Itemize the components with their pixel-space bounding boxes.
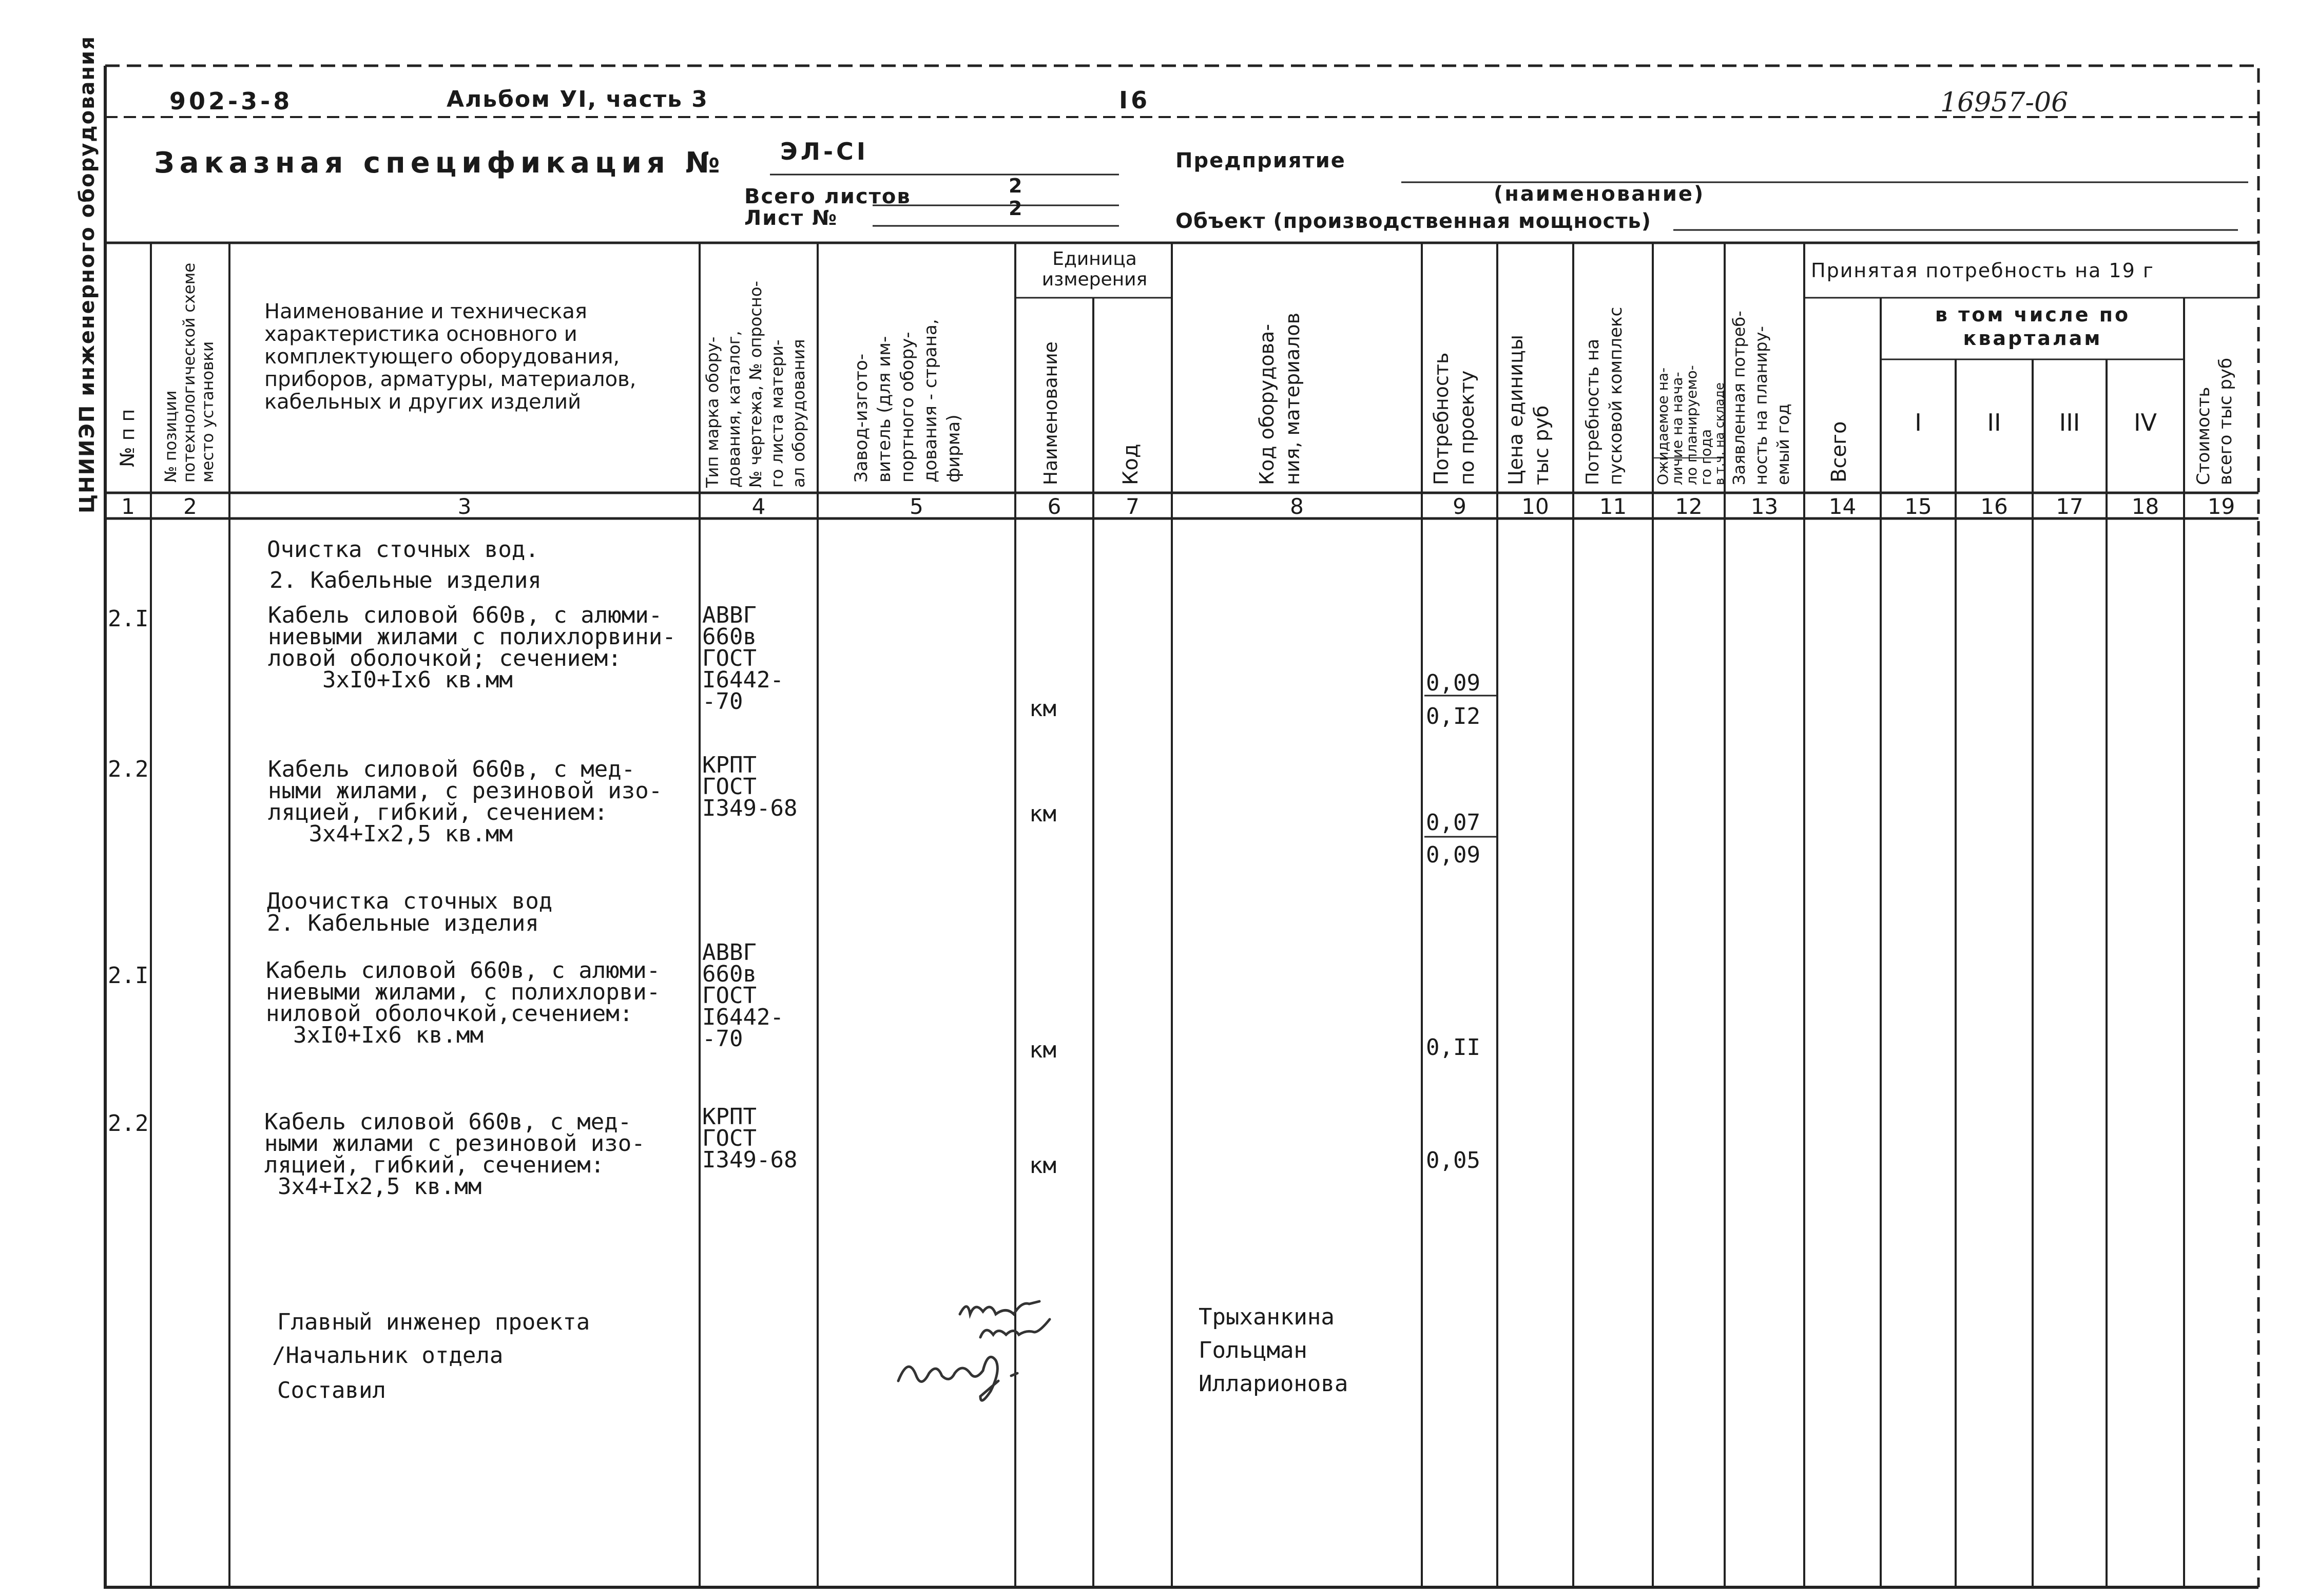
album-label: Альбом УI, часть 3 — [447, 86, 708, 112]
mark-line: I349-68 — [702, 795, 798, 821]
row-number: 2.I — [108, 606, 149, 632]
desc-line: 3х4+Iх2,5 кв.мм — [278, 1174, 482, 1200]
section-subtitle: 2. Кабельные изделия — [267, 910, 539, 936]
spec-number: ЭЛ-CI — [780, 138, 868, 165]
col-number: 8 — [1290, 494, 1304, 519]
col8-line: Код оборудова- — [1256, 323, 1278, 485]
desc-line: ниевыми жилами, с полихлорви- — [266, 979, 661, 1005]
row-unit: км — [1029, 1037, 1056, 1063]
col12-line: Ожидаемое на- — [1654, 367, 1671, 485]
desc-line: ными жилами с резиновой изо- — [264, 1130, 645, 1157]
mark-line: АВВГ — [702, 939, 757, 966]
col4-line: Тип марка обору- — [703, 336, 722, 488]
row-unit: км — [1029, 696, 1056, 722]
name-hint: (наименование) — [1494, 182, 1705, 206]
handwritten-signatures — [883, 1289, 1160, 1422]
col12-line: ло планируемо- — [1683, 365, 1700, 485]
col-number: 7 — [1126, 494, 1140, 519]
mark-line: 660в — [702, 624, 757, 650]
mark-line: -70 — [702, 688, 743, 715]
col17-header: III — [2059, 409, 2080, 436]
desc-line: 3х4+Iх2,5 кв.мм — [268, 821, 513, 847]
desc-line: Кабель силовой 660в, с алюми- — [268, 602, 663, 628]
role-chief-engineer: Главный инженер проекта — [277, 1309, 590, 1335]
col9-line: Потребность — [1430, 352, 1453, 485]
sheet-label: Лист № — [744, 206, 838, 230]
desc-line: ниевыми жилами с полихлорвини- — [268, 624, 676, 650]
desc-line: Кабель силовой 660в, с мед- — [268, 756, 635, 782]
col4-line: № чертежа, № опросно- — [746, 281, 765, 488]
mark-line: ГОСТ — [702, 1125, 757, 1151]
col4-line: го листа матери- — [767, 339, 787, 488]
mark-line: ГОСТ — [702, 774, 757, 800]
sheet-value: 2 — [1009, 197, 1026, 220]
col5-line: портного обору- — [897, 332, 918, 483]
sheets-label: Всего листов — [744, 185, 911, 208]
col12-line: личие на нача- — [1669, 372, 1686, 485]
col5-line: Завод-изгото- — [851, 354, 872, 483]
name-goltsman: Гольцман — [1199, 1337, 1307, 1363]
mark-line: I6442- — [702, 667, 784, 693]
col2-header: № позиции потехнологической схеме место установки — [162, 262, 217, 483]
desc-line: 3хI0+Iх6 кв.мм — [266, 1022, 484, 1048]
desc-line: ляцией, гибкий, сечением: — [264, 1152, 605, 1178]
row-need: 0,II — [1426, 1034, 1480, 1061]
col7-header: Код — [1119, 444, 1143, 485]
row-mark — [702, 752, 798, 821]
desc-line: Кабель силовой 660в, с алюми- — [266, 957, 661, 984]
col12-line: го года — [1697, 429, 1714, 485]
col9-line: по проекту — [1456, 370, 1478, 485]
col-number: 6 — [1047, 494, 1061, 519]
col-number: 14 — [1828, 494, 1857, 519]
desc-line: ными жилами, с резиновой изо- — [268, 778, 663, 804]
col13-line: Заявленная потреб- — [1729, 311, 1749, 485]
row-number: 2.2 — [108, 756, 149, 782]
col10-line: тыс руб — [1530, 405, 1553, 485]
col5-line: витель (для им- — [874, 336, 895, 483]
col11-line: пусковой комплекс — [1606, 306, 1626, 485]
col11-line: Потребность на — [1582, 338, 1603, 485]
col16-header: II — [1987, 409, 2001, 436]
object-label: Объект (производственная мощность) — [1175, 209, 1651, 233]
row-description — [264, 1111, 645, 1198]
row-number: 2.I — [108, 963, 149, 989]
quarters-group-header: в том числе по кварталам — [1935, 303, 2131, 350]
col-number: 3 — [457, 494, 472, 519]
col-number: 1 — [121, 494, 135, 519]
col-number: 12 — [1675, 494, 1703, 519]
section-subtitle: 2. Кабельные изделия — [269, 567, 542, 593]
col4-line: ал оборудования — [789, 339, 808, 488]
mark-line: I6442- — [702, 1004, 784, 1030]
col1-header: № п п — [116, 409, 139, 467]
sheets-value: 2 — [1009, 175, 1026, 197]
accepted-need-header: Принятая потребность на 19 г — [1811, 259, 2154, 282]
desc-line: ляцией, гибкий, сечением: — [268, 799, 608, 825]
col19-line: Стоимость — [2193, 387, 2214, 485]
mark-line: ГОСТ — [702, 983, 757, 1009]
col-number: 15 — [1904, 494, 1932, 519]
col6-header: Наименование — [1040, 341, 1061, 485]
col-number: 5 — [910, 494, 923, 519]
col-number: 4 — [751, 494, 766, 519]
col15-header: I — [1915, 409, 1922, 436]
col-number: 19 — [2207, 494, 2235, 519]
role-compiled-by: Составил — [277, 1377, 386, 1403]
col10-line: Цена единицы — [1504, 335, 1527, 485]
col6-group-header: Единица измерения — [1041, 248, 1148, 290]
mark-line: ГОСТ — [702, 645, 757, 671]
row-unit: км — [1029, 1152, 1056, 1179]
page-number: I6 — [1119, 86, 1151, 114]
row-need: 0,05 — [1426, 1147, 1480, 1174]
row-need-a: 0,09 — [1426, 670, 1480, 696]
col19-line: всего тыс руб — [2215, 358, 2236, 485]
col-number: 11 — [1599, 494, 1627, 519]
spec-title: Заказная спецификация № — [154, 146, 725, 180]
col-number: 2 — [183, 494, 197, 519]
col5-line: дования - страна, — [920, 319, 941, 483]
col-number: 10 — [1521, 494, 1549, 519]
mark-line: КРПТ — [702, 1104, 757, 1130]
col-number: 9 — [1453, 494, 1466, 519]
side-stamp: ЦНИИЭП инженерного оборудования — [75, 35, 99, 513]
project-number: 902-3-8 — [169, 87, 293, 115]
row-description — [266, 957, 661, 1048]
col-number: 17 — [2056, 494, 2083, 519]
role-department-head: /Начальник отдела — [272, 1342, 504, 1369]
col-number: 18 — [2131, 494, 2159, 519]
name-trykhankina: Трыханкина — [1199, 1304, 1335, 1330]
row-description — [268, 756, 663, 847]
desc-line: Кабель силовой 660в, с мед- — [264, 1109, 632, 1135]
col-number: 16 — [1980, 494, 2008, 519]
col13-line: ность на планиру- — [1751, 326, 1771, 485]
section-title: Доочистка сточных вод — [267, 888, 553, 914]
name-illarionova: Илларионова — [1199, 1371, 1348, 1397]
row-need-b: 0,09 — [1426, 842, 1480, 868]
row-need-a: 0,07 — [1426, 810, 1480, 836]
mark-line: КРПТ — [702, 752, 757, 778]
row-mark — [702, 939, 784, 1052]
mark-line: АВВГ — [702, 602, 757, 628]
col18-header: IV — [2133, 409, 2157, 436]
mark-line: I349-68 — [702, 1147, 798, 1173]
col13-line: емый год — [1773, 403, 1793, 485]
row-mark — [702, 602, 784, 715]
col12-line: в т.ч. на складе — [1712, 382, 1727, 485]
desc-line: ниловой оболочкой,сечением: — [266, 1001, 633, 1027]
col14-header: Всего — [1827, 421, 1851, 483]
desc-line: 3хI0+Iх6 кв.мм — [268, 667, 513, 693]
enterprise-label: Предприятие — [1175, 149, 1346, 172]
col3-header: Наименование и техническая характеристика основного и комплектующего оборудования, приборов, арматуры, материалов, кабельных и других изделий — [264, 300, 636, 414]
row-description — [268, 602, 676, 693]
col8-line: ния, материалов — [1281, 312, 1304, 485]
row-need-b: 0,I2 — [1426, 703, 1480, 729]
col5-line: фирма) — [943, 414, 964, 483]
col-number: 13 — [1750, 494, 1779, 519]
row-number: 2.2 — [108, 1110, 149, 1137]
col4-line: дования, каталог, — [724, 331, 744, 488]
row-mark — [702, 1106, 797, 1171]
section-title: Очистка сточных вод. — [267, 536, 539, 563]
desc-line: ловой оболочкой; сечением: — [268, 645, 622, 671]
mark-line: -70 — [702, 1026, 743, 1052]
row-unit: км — [1029, 801, 1056, 827]
inventory-number: 16957-06 — [1940, 87, 2069, 118]
mark-line: 660в — [702, 961, 757, 987]
